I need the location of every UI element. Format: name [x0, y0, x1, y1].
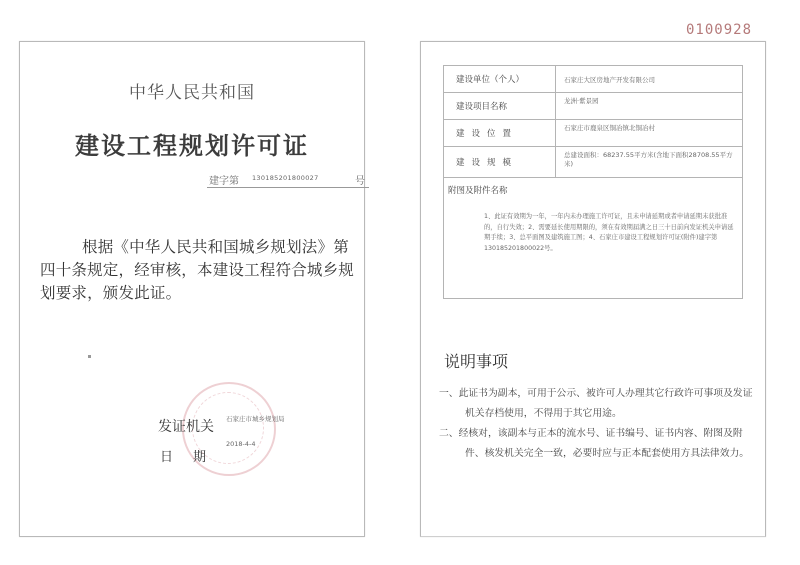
permit-title: 建设工程规划许可证	[75, 132, 309, 160]
attachments-row	[444, 178, 743, 299]
certificate-number-line	[207, 171, 369, 188]
attachments-text: 1、此证有效期为一年，一年内未办理施工许可证，且未申请延期或者申请延期未获批准的，自行失效；2、需要延长使用期限的，须在有效期届满之日三十日前向发证机关申请延期手续；3、总平面图及建筑施工图；4、石家庄市建设工程规划许可证(附件)建字第130185201800022号。	[484, 213, 734, 252]
cert-number-prefix: 建字第	[209, 176, 239, 187]
note-item: 二、经核对，该副本与正本的流水号、证书编号、证书内容、附图及附件、核发机关完全一致，必要时应与正本配套使用方具法律效力。	[439, 428, 750, 459]
table-row	[444, 120, 743, 147]
scan-speck	[88, 355, 91, 358]
notes-list	[439, 384, 759, 464]
row-label: 建设规模	[444, 147, 556, 178]
table-row	[444, 147, 743, 178]
serial-number: 0100928	[686, 22, 753, 38]
date-label: 日期	[160, 450, 227, 465]
row-value: 石家庄市鹿泉区铜冶镇北铜冶村	[556, 120, 743, 147]
notes-title: 说明事项	[444, 352, 509, 371]
attachments-label: 附图及附件名称	[448, 186, 508, 196]
country-heading: 中华人民共和国	[129, 83, 255, 103]
table-row	[444, 93, 743, 120]
cert-number: 130185201800027	[252, 174, 319, 182]
attachments-cell	[444, 178, 743, 299]
permit-front-page	[19, 41, 365, 537]
row-label: 建设位置	[444, 120, 556, 147]
cert-number-suffix: 号	[355, 176, 365, 187]
note-item: 一、此证书为副本，可用于公示、被许可人办理其它行政许可事项及发证机关存档使用，不得用于其它用途。	[439, 388, 753, 419]
row-label: 建设项目名称	[444, 93, 556, 120]
permit-details-page	[420, 41, 766, 537]
table-row	[444, 66, 743, 93]
row-value: 龙洲·紫景园	[556, 93, 743, 120]
issuer-label: 发证机关	[158, 419, 214, 435]
issuer-value: 石家庄市城乡规划局	[226, 415, 285, 423]
row-value: 总建设面积：68237.55平方米(含地下面积28708.55平方米)	[556, 147, 743, 178]
row-label: 建设单位（个人）	[444, 66, 556, 93]
permit-statement-text: 根据《中华人民共和国城乡规划法》第四十条规定，经审核，本建设工程符合城乡规划要求，颁发此证。	[40, 238, 355, 302]
project-info-table	[443, 65, 743, 299]
date-value: 2018-4-4	[226, 440, 256, 448]
permit-statement	[40, 236, 358, 305]
row-value: 石家庄大区房地产开发有限公司	[556, 66, 743, 93]
